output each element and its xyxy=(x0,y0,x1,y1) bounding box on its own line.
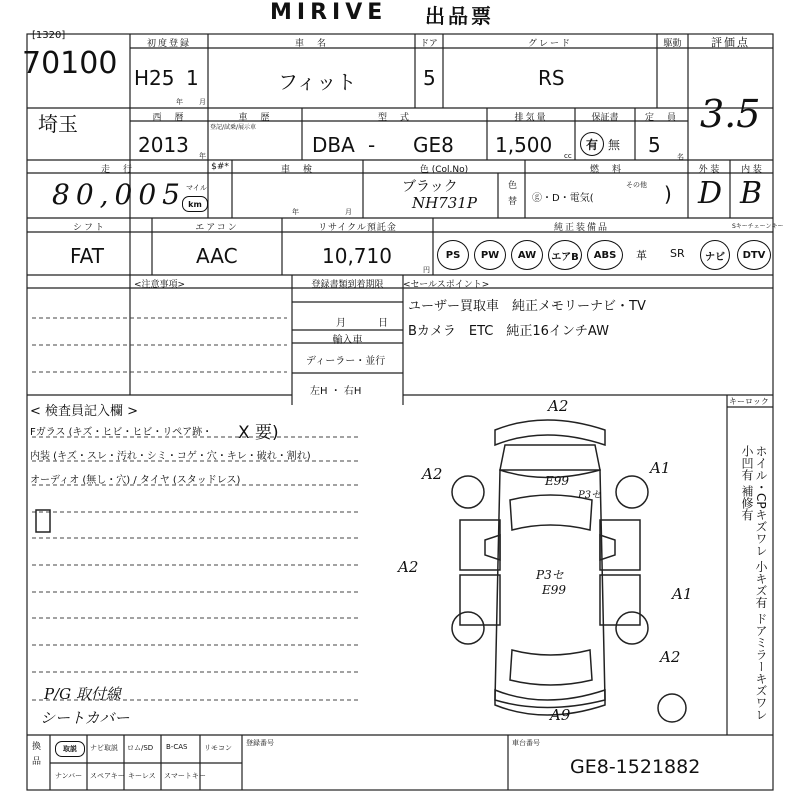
doors: 5 xyxy=(423,66,436,90)
h-equipment: 純正装備品 xyxy=(553,223,609,233)
h-aircon: エアコン xyxy=(195,223,239,233)
mark-front: A2 xyxy=(548,397,569,415)
fuel-options: ⓖ・D・電気( xyxy=(532,193,594,204)
equip-navi: ナビ xyxy=(700,240,730,270)
h-history-sub: 登記/試乗/展示車 xyxy=(210,124,257,131)
mileage: 80,005 xyxy=(52,178,186,211)
item-rom-sd: ロム/SD xyxy=(127,744,154,752)
mark-rear: A9 xyxy=(550,706,571,724)
h-doc-deadline: 登録書類到着期限 xyxy=(311,280,384,290)
inspector-title: < 検査員記入欄 > xyxy=(30,404,139,419)
color-code: NH731P xyxy=(412,194,477,212)
h-inspection: 車 検 xyxy=(280,165,314,175)
brand-logo: MIRIVE xyxy=(270,0,388,25)
equip-abs: ABS xyxy=(587,240,623,270)
sales-line1: ユーザー買取車 純正メモリーナビ・TV xyxy=(408,299,646,314)
year-unit: 年 xyxy=(176,98,183,106)
item-bcas: B-CAS xyxy=(166,743,188,751)
aircon: AAC xyxy=(196,244,238,268)
score: 3.5 xyxy=(700,92,761,136)
mark-right-bottom: A2 xyxy=(660,648,681,666)
inspector-line1-mark: X 要) xyxy=(238,423,279,443)
h-model: 型 式 xyxy=(377,113,411,123)
steering: 左H ・ 右H xyxy=(310,386,362,397)
h-drive: 駆動 xyxy=(663,39,682,49)
mark-roof-e99: E99 xyxy=(542,583,567,597)
chassis-number: GE8-1521882 xyxy=(570,756,701,778)
h-mileage-unit: $#* xyxy=(211,162,229,172)
inspector-hand2: シートカバー xyxy=(40,709,130,727)
h-first-reg: 初度登録 xyxy=(146,39,191,49)
exterior-grade: D xyxy=(698,176,723,211)
item-number: ナンバー xyxy=(55,772,83,780)
item-manual: 取説 xyxy=(55,741,85,757)
h-import: 輸入車 xyxy=(332,335,363,346)
recycle-fee: 10,710 xyxy=(322,244,392,268)
h-capacity: 定 員 xyxy=(644,113,678,123)
h-keychain: Sキーチェーンキー xyxy=(732,223,784,230)
mark-hood-e99: E99 xyxy=(545,474,570,488)
item-remote: リモコン xyxy=(204,744,232,752)
key-lock: キーロック xyxy=(729,397,769,406)
inspection-month-unit: 月 xyxy=(345,208,352,216)
model-prefix: DBA xyxy=(312,133,355,157)
car-name: フィット xyxy=(278,70,357,94)
h-sales: <セールスポイント> xyxy=(403,280,490,290)
right-vertical-text: ホイル・CPキズワレ 小キズ有 ドアミラーキズワレ 小凹有 補修有 xyxy=(740,445,768,721)
h-interior: 内 装 xyxy=(741,165,762,175)
h-shift: シフト xyxy=(72,223,106,233)
equip-ps: PS xyxy=(437,240,469,270)
h-mileage: 走 行 xyxy=(100,165,134,175)
color-name: ブラック xyxy=(402,179,458,195)
item-navi-manual: ナビ取説 xyxy=(90,744,118,752)
capacity: 5 xyxy=(648,133,661,157)
h-car-name: 車 名 xyxy=(294,39,328,49)
h-reg-no: 登録番号 xyxy=(246,739,274,747)
inspector-line2: 内装 (キズ・スレ・汚れ・シミ・コゲ・穴・キレ・破れ・割れ) xyxy=(30,451,311,462)
h-notes: <注意事項> xyxy=(133,280,186,290)
h-recycle: リサイクル預託金 xyxy=(318,223,397,233)
grade: RS xyxy=(538,66,565,90)
item-keyless: キーレス xyxy=(128,772,156,780)
recycle-unit: 円 xyxy=(423,266,430,274)
inspection-year-unit: 年 xyxy=(292,208,299,216)
km-label: km xyxy=(182,196,208,212)
items-label: 換 品 xyxy=(32,742,42,767)
shift: FAT xyxy=(70,244,105,268)
lot-code: [1320] xyxy=(32,30,66,41)
mark-right-front: A1 xyxy=(650,459,671,477)
h-western: 西 暦 xyxy=(152,113,186,123)
fuel-other: その他 xyxy=(626,181,647,189)
h-chassis: 車台番号 xyxy=(512,739,540,747)
h-history: 車 歴 xyxy=(238,113,272,123)
equip-dtv: DTV xyxy=(737,240,771,270)
month: 1 xyxy=(186,66,199,90)
inspector-line3: オーディオ (無し・穴) / タイヤ (スタッドレス) xyxy=(30,475,241,486)
fuel-close: ) xyxy=(664,182,672,206)
inspector-line1: Fガラス (キズ・ヒビ・ヒビ・リペア跡・ xyxy=(30,427,213,438)
h-color: 色 (Col.No) xyxy=(419,165,469,175)
equip-airbag: エアB xyxy=(548,240,582,270)
doc-month: 月 xyxy=(336,318,346,329)
region: 埼玉 xyxy=(38,112,78,136)
mark-roof-p3: P3セ xyxy=(536,568,564,582)
mark-left-side: A2 xyxy=(398,558,419,576)
displacement: 1,500 xyxy=(495,133,553,157)
h-score: 評価点 xyxy=(711,36,750,49)
sales-line2: Bカメラ ETC 純正16インチAW xyxy=(408,324,609,339)
year-unit-2: 年 xyxy=(199,152,206,160)
mile-label: マイル xyxy=(186,184,207,192)
year-western: 2013 xyxy=(138,133,189,157)
era: H25 xyxy=(134,66,175,90)
item-spare-key: スペアキー xyxy=(90,772,125,780)
doc-day: 日 xyxy=(378,318,388,329)
color-change: 色替 xyxy=(508,181,518,207)
equip-sr: SR xyxy=(670,247,685,260)
h-exterior: 外 装 xyxy=(698,165,720,175)
h-fuel: 燃 料 xyxy=(589,165,623,175)
sheet-title: 出品票 xyxy=(425,4,494,28)
equip-leather: 革 xyxy=(636,249,647,262)
capacity-unit: 名 xyxy=(677,153,684,161)
warranty-no: 無 xyxy=(608,138,621,152)
cc-unit: cc xyxy=(564,152,572,160)
import-dealer: ディーラー・並行 xyxy=(306,356,386,367)
h-door: ドア xyxy=(420,39,438,49)
car-diagram xyxy=(36,420,686,722)
lot-number: 70100 xyxy=(22,46,118,81)
item-smart-key: スマートキー xyxy=(164,772,206,780)
h-warranty: 保証書 xyxy=(591,113,619,123)
mark-hood-p3: P3セ xyxy=(578,490,602,501)
mark-right-rear: A1 xyxy=(672,585,693,603)
interior-grade: B xyxy=(740,176,763,211)
month-unit: 月 xyxy=(199,98,206,106)
equip-aw: AW xyxy=(511,240,543,270)
mark-left-front: A2 xyxy=(422,465,443,483)
h-grade: グレード xyxy=(527,39,572,49)
h-cc: 排気量 xyxy=(514,113,548,123)
warranty-yes: 有 xyxy=(580,132,604,156)
model-dash: - xyxy=(368,133,376,157)
inspector-hand1: P/G 取付線 xyxy=(44,685,121,703)
model-code: GE8 xyxy=(413,133,454,157)
equip-pw: PW xyxy=(474,240,506,270)
